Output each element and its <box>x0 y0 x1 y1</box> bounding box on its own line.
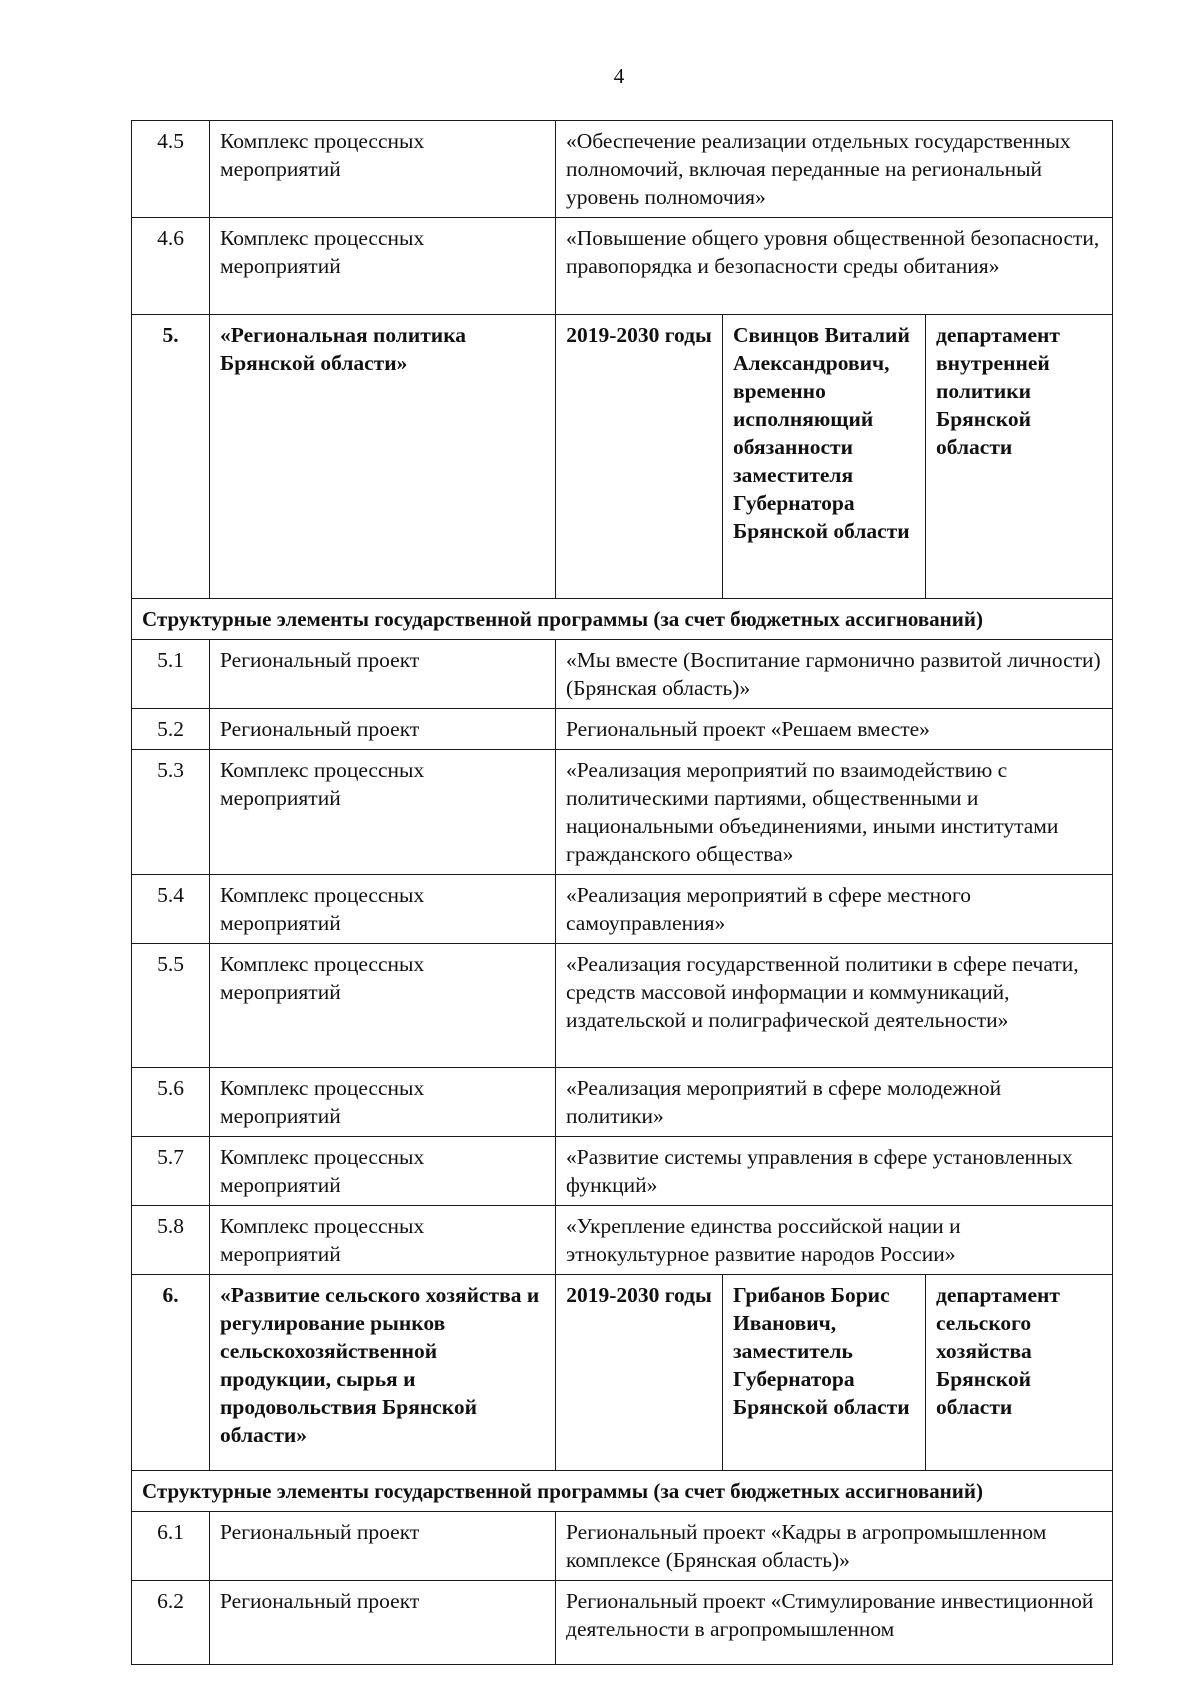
row-type: Комплекс процессных мероприятий <box>210 1137 556 1206</box>
row-description: «Реализация мероприятий в сфере местного самоуправления» <box>556 875 1113 944</box>
row-number: 5.5 <box>132 944 210 1068</box>
program-title: «Развитие сельского хозяйства и регулирование рынков сельскохозяйственной продукции, сырья и продовольствия Брянской области» <box>210 1275 556 1471</box>
row-type: Комплекс процессных мероприятий <box>210 1206 556 1275</box>
program-curator: Грибанов Борис Иванович, заместитель Губернатора Брянской области <box>723 1275 926 1471</box>
row-type: Комплекс процессных мероприятий <box>210 944 556 1068</box>
table-row <box>132 121 1113 218</box>
row-number: 5.8 <box>132 1206 210 1275</box>
row-description: «Повышение общего уровня общественной безопасности, правопорядка и безопасности среды обитания» <box>556 218 1113 315</box>
row-type: Комплекс процессных мероприятий <box>210 218 556 315</box>
table-row <box>132 750 1113 875</box>
row-number: 5.2 <box>132 709 210 750</box>
row-type: Комплекс процессных мероприятий <box>210 1068 556 1137</box>
row-number: 5.4 <box>132 875 210 944</box>
row-type: Региональный проект <box>210 640 556 709</box>
row-description: «Реализация государственной политики в сфере печати, средств массовой информации и коммуникаций, издательской и полиграфической деятельности» <box>556 944 1113 1068</box>
table-row <box>132 1206 1113 1275</box>
row-number: 5.7 <box>132 1137 210 1206</box>
row-description: «Укрепление единства российской нации и этнокультурное развитие народов России» <box>556 1206 1113 1275</box>
section-heading: Структурные элементы государственной программы (за счет бюджетных ассигнований) <box>132 1471 1113 1512</box>
program-structure-table <box>131 120 1113 1665</box>
program-title: «Региональная политика Брянской области» <box>210 315 556 599</box>
row-number: 6.1 <box>132 1512 210 1581</box>
table-row <box>132 640 1113 709</box>
program-executor: департамент внутренней политики Брянской области <box>926 315 1113 599</box>
row-description: «Реализация мероприятий по взаимодействию с политическими партиями, общественными и национальными объединениями, иными институтами гражданского общества» <box>556 750 1113 875</box>
table-row <box>132 944 1113 1068</box>
section-heading: Структурные элементы государственной программы (за счет бюджетных ассигнований) <box>132 599 1113 640</box>
program-period: 2019-2030 годы <box>556 1275 723 1471</box>
row-type: Комплекс процессных мероприятий <box>210 121 556 218</box>
table-row <box>132 875 1113 944</box>
row-description: Региональный проект «Решаем вместе» <box>556 709 1113 750</box>
row-type: Региональный проект <box>210 709 556 750</box>
table-row <box>132 1068 1113 1137</box>
section-row <box>132 1471 1113 1512</box>
row-description: «Мы вместе (Воспитание гармонично развитой личности) (Брянская область)» <box>556 640 1113 709</box>
row-type: Комплекс процессных мероприятий <box>210 875 556 944</box>
row-number: 6.2 <box>132 1581 210 1665</box>
program-executor: департамент сельского хозяйства Брянской области <box>926 1275 1113 1471</box>
table-row <box>132 218 1113 315</box>
row-description: «Развитие системы управления в сфере установленных функций» <box>556 1137 1113 1206</box>
program-number: 5. <box>132 315 210 599</box>
table-row <box>132 1512 1113 1581</box>
row-description: Региональный проект «Кадры в агропромышленном комплексе (Брянская область)» <box>556 1512 1113 1581</box>
program-row <box>132 315 1113 599</box>
row-description: «Реализация мероприятий в сфере молодежной политики» <box>556 1068 1113 1137</box>
table-row <box>132 1137 1113 1206</box>
program-row <box>132 1275 1113 1471</box>
row-type: Региональный проект <box>210 1512 556 1581</box>
table-row <box>132 1581 1113 1665</box>
section-row <box>132 599 1113 640</box>
row-type: Комплекс процессных мероприятий <box>210 750 556 875</box>
page-number: 4 <box>613 64 625 88</box>
row-number: 5.3 <box>132 750 210 875</box>
row-number: 4.6 <box>132 218 210 315</box>
row-number: 5.6 <box>132 1068 210 1137</box>
program-curator: Свинцов Виталий Александрович, временно исполняющий обязанности заместителя Губернатора Брянской области <box>723 315 926 599</box>
row-description: Региональный проект «Стимулирование инвестиционной деятельности в агропромышленном <box>556 1581 1113 1665</box>
row-description: «Обеспечение реализации отдельных государственных полномочий, включая переданные на региональный уровень полномочия» <box>556 121 1113 218</box>
row-number: 5.1 <box>132 640 210 709</box>
program-period: 2019-2030 годы <box>556 315 723 599</box>
program-number: 6. <box>132 1275 210 1471</box>
row-number: 4.5 <box>132 121 210 218</box>
table-row <box>132 709 1113 750</box>
row-type: Региональный проект <box>210 1581 556 1665</box>
